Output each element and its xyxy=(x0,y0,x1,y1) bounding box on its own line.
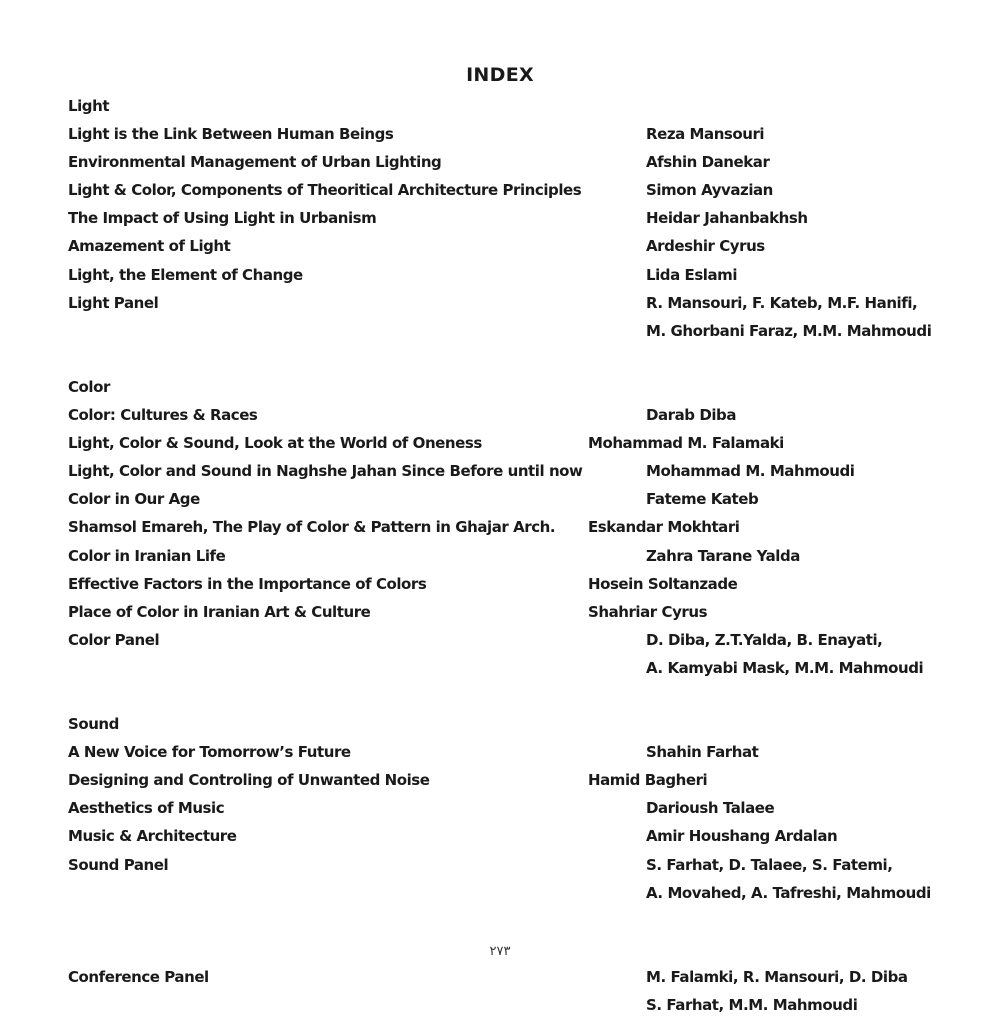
entry-author: D. Diba, Z.T.Yalda, B. Enayati, xyxy=(646,630,883,649)
entry-title: Color: Cultures & Races xyxy=(68,406,258,425)
entry-title: The Impact of Using Light in Urbanism xyxy=(68,209,377,228)
entry-title: Light is the Link Between Human Beings xyxy=(68,125,394,144)
entry-author: Darab Diba xyxy=(646,406,737,425)
entry-title: Aesthetics of Music xyxy=(68,799,225,818)
spacer-row xyxy=(0,345,1000,373)
index-entry xyxy=(0,879,1000,907)
index-entry xyxy=(0,289,1000,317)
spacer-row xyxy=(0,682,1000,710)
section-heading-row xyxy=(0,373,1000,401)
entry-title: Light & Color, Components of Theoritical Architecture Principles xyxy=(68,181,582,200)
index-list xyxy=(0,92,1000,1019)
index-title: INDEX xyxy=(466,64,534,86)
entry-author: Reza Mansouri xyxy=(646,125,765,144)
entry-author: Shahin Farhat xyxy=(646,743,759,762)
entry-title: Color in Iranian Life xyxy=(68,546,226,565)
index-entry xyxy=(0,738,1000,766)
entry-author: Hosein Soltanzade xyxy=(588,574,738,593)
entry-title: Light, Color and Sound in Naghshe Jahan Since Before until now xyxy=(68,462,583,481)
entry-title: Light, Color & Sound, Look at the World of Oneness xyxy=(68,434,482,453)
entry-author: M. Falamki, R. Mansouri, D. Diba xyxy=(646,967,908,986)
entry-author: R. Mansouri, F. Kateb, M.F. Hanifi, xyxy=(646,293,918,312)
index-entry xyxy=(0,317,1000,345)
entry-title: Conference Panel xyxy=(68,967,209,986)
entry-author: Zahra Tarane Yalda xyxy=(646,546,800,565)
entry-author: Simon Ayvazian xyxy=(646,181,773,200)
entry-title: A New Voice for Tomorrow’s Future xyxy=(68,743,351,762)
section-heading: Light xyxy=(68,97,110,115)
index-entry xyxy=(0,457,1000,485)
entry-author: Shahriar Cyrus xyxy=(588,602,708,621)
entry-author: M. Ghorbani Faraz, M.M. Mahmoudi xyxy=(646,321,932,340)
page-number: ۲۷۳ xyxy=(489,944,511,959)
entry-author: Mohammad M. Falamaki xyxy=(588,434,784,453)
index-entry xyxy=(0,822,1000,850)
index-entry xyxy=(0,794,1000,822)
index-entry xyxy=(0,570,1000,598)
entry-title: Effective Factors in the Importance of Colors xyxy=(68,574,427,593)
index-entry xyxy=(0,120,1000,148)
entry-title: Environmental Management of Urban Lighting xyxy=(68,153,442,172)
entry-author: A. Movahed, A. Tafreshi, Mahmoudi xyxy=(646,883,931,902)
index-entry xyxy=(0,401,1000,429)
index-entry xyxy=(0,598,1000,626)
index-entry xyxy=(0,232,1000,260)
entry-title: Place of Color in Iranian Art & Culture xyxy=(68,602,371,621)
entry-author: Ardeshir Cyrus xyxy=(646,237,765,256)
section-heading: Sound xyxy=(68,715,119,734)
entry-author: Lida Eslami xyxy=(646,265,738,284)
entry-title: Shamsol Emareh, The Play of Color & Pattern in Ghajar Arch. xyxy=(68,518,556,537)
entry-title: Music & Architecture xyxy=(68,827,237,846)
entry-author: Heidar Jahanbakhsh xyxy=(646,209,808,228)
entry-title: Color in Our Age xyxy=(68,490,200,509)
index-entry xyxy=(0,626,1000,654)
entry-title: Amazement of Light xyxy=(68,237,231,256)
entry-title: Designing and Controling of Unwanted Noise xyxy=(68,771,430,790)
spacer-row xyxy=(0,907,1000,935)
entry-author: Eskandar Mokhtari xyxy=(588,518,740,537)
index-entry xyxy=(0,766,1000,794)
index-entry xyxy=(0,542,1000,570)
entry-title: Color Panel xyxy=(68,630,160,649)
entry-title: Light Panel xyxy=(68,293,159,312)
index-entry xyxy=(0,261,1000,289)
index-entry xyxy=(0,991,1000,1019)
index-entry xyxy=(0,176,1000,204)
index-entry xyxy=(0,204,1000,232)
entry-author: Hamid Bagheri xyxy=(588,771,708,790)
entry-author: Mohammad M. Mahmoudi xyxy=(646,462,855,481)
entry-author: S. Farhat, D. Talaee, S. Fatemi, xyxy=(646,855,893,874)
entry-author: Darioush Talaee xyxy=(646,799,775,818)
entry-author: Amir Houshang Ardalan xyxy=(646,827,838,846)
entry-author: Fateme Kateb xyxy=(646,490,759,509)
section-heading-row xyxy=(0,92,1000,120)
index-entry xyxy=(0,851,1000,879)
section-heading-row xyxy=(0,710,1000,738)
index-entry xyxy=(0,148,1000,176)
section-heading: Color xyxy=(68,377,110,396)
entry-title: Light, the Element of Change xyxy=(68,265,303,284)
index-entry xyxy=(0,654,1000,682)
entry-author: Afshin Danekar xyxy=(646,153,770,172)
index-entry xyxy=(0,963,1000,991)
entry-author: A. Kamyabi Mask, M.M. Mahmoudi xyxy=(646,658,924,677)
entry-author: S. Farhat, M.M. Mahmoudi xyxy=(646,996,858,1014)
entry-title: Sound Panel xyxy=(68,855,169,874)
index-entry xyxy=(0,429,1000,457)
index-entry xyxy=(0,513,1000,541)
index-entry xyxy=(0,485,1000,513)
